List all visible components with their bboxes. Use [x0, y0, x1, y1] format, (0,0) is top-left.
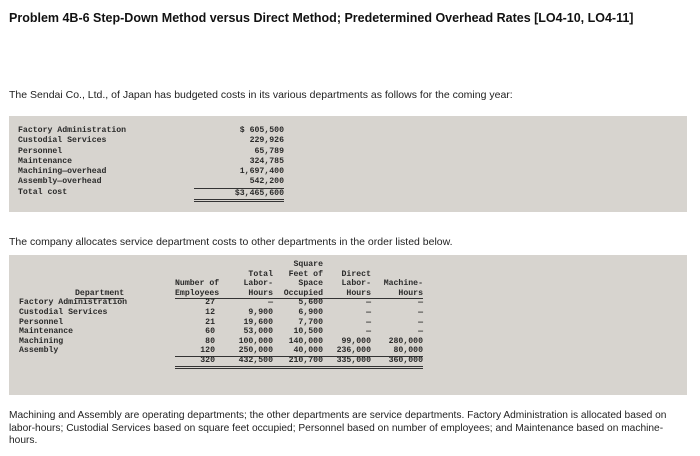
cost-value: 542,200 [194, 177, 284, 188]
intro-text: The Sendai Co., Ltd., of Japan has budgeted costs in its various departments as follows for the coming year: [9, 89, 513, 101]
problem-title: Problem 4B-6 Step-Down Method versus Direct Method; Predetermined Overhead Rates [LO4-10, LO4-11] [9, 11, 634, 25]
cost-label: Custodial Services [18, 136, 107, 146]
footer-text: Machining and Assembly are operating departments; the other departments are service departments. Factory Administration is allocated based on labor-hours; Custodial Services based on square feet occupied; Personnel based on number of employees; and Maintenance based on machine-hours. [9, 410, 667, 447]
cost-total: $3,465,600 [194, 189, 284, 202]
cost-value: 1,697,400 [239, 167, 284, 177]
table-header-row: Department Employees Hours Occupied Hours Hours [75, 288, 423, 298]
cost-values [194, 126, 284, 202]
cost-label: Assembly—overhead [18, 177, 102, 187]
table-header-row: Square [293, 260, 323, 269]
table-row: Assembly 120 250,000 40,000 236,000 80,000 [19, 346, 423, 356]
cost-value: 65,789 [254, 146, 284, 156]
cost-value: 324,785 [249, 156, 284, 166]
cost-label: Machining—overhead [18, 167, 107, 177]
table-row: Factory Administration 27 — 5,600 — — [19, 298, 423, 308]
cost-label: Total cost [18, 187, 68, 197]
cost-label: Factory Administration [18, 126, 127, 135]
table-header-row: Total Feet of Direct [248, 269, 371, 279]
cost-value: 229,926 [249, 136, 284, 146]
table-header-row: Number of Labor- Space Labor- Machine- [175, 279, 423, 289]
table-row: Personnel 21 19,600 7,700 — — [19, 317, 423, 327]
cost-labels [18, 126, 126, 198]
cost-label: Maintenance [18, 156, 73, 166]
cost-label: Personnel [18, 146, 63, 156]
table-row: Maintenance 60 53,000 10,500 — — [19, 327, 423, 337]
table-row: Machining 80 100,000 140,000 99,000 280,000 [19, 336, 423, 346]
allocation-intro: The company allocates service department costs to other departments in the order listed below. [9, 236, 453, 248]
budgeted-costs-table [9, 116, 687, 212]
table-row: Custodial Services 12 9,900 6,900 — — [19, 307, 423, 317]
table-total-row: 320 432,500 210,700 335,000 360,000 [15, 356, 44, 366]
cost-value: $ 605,500 [239, 126, 284, 135]
allocation-table [9, 255, 687, 395]
